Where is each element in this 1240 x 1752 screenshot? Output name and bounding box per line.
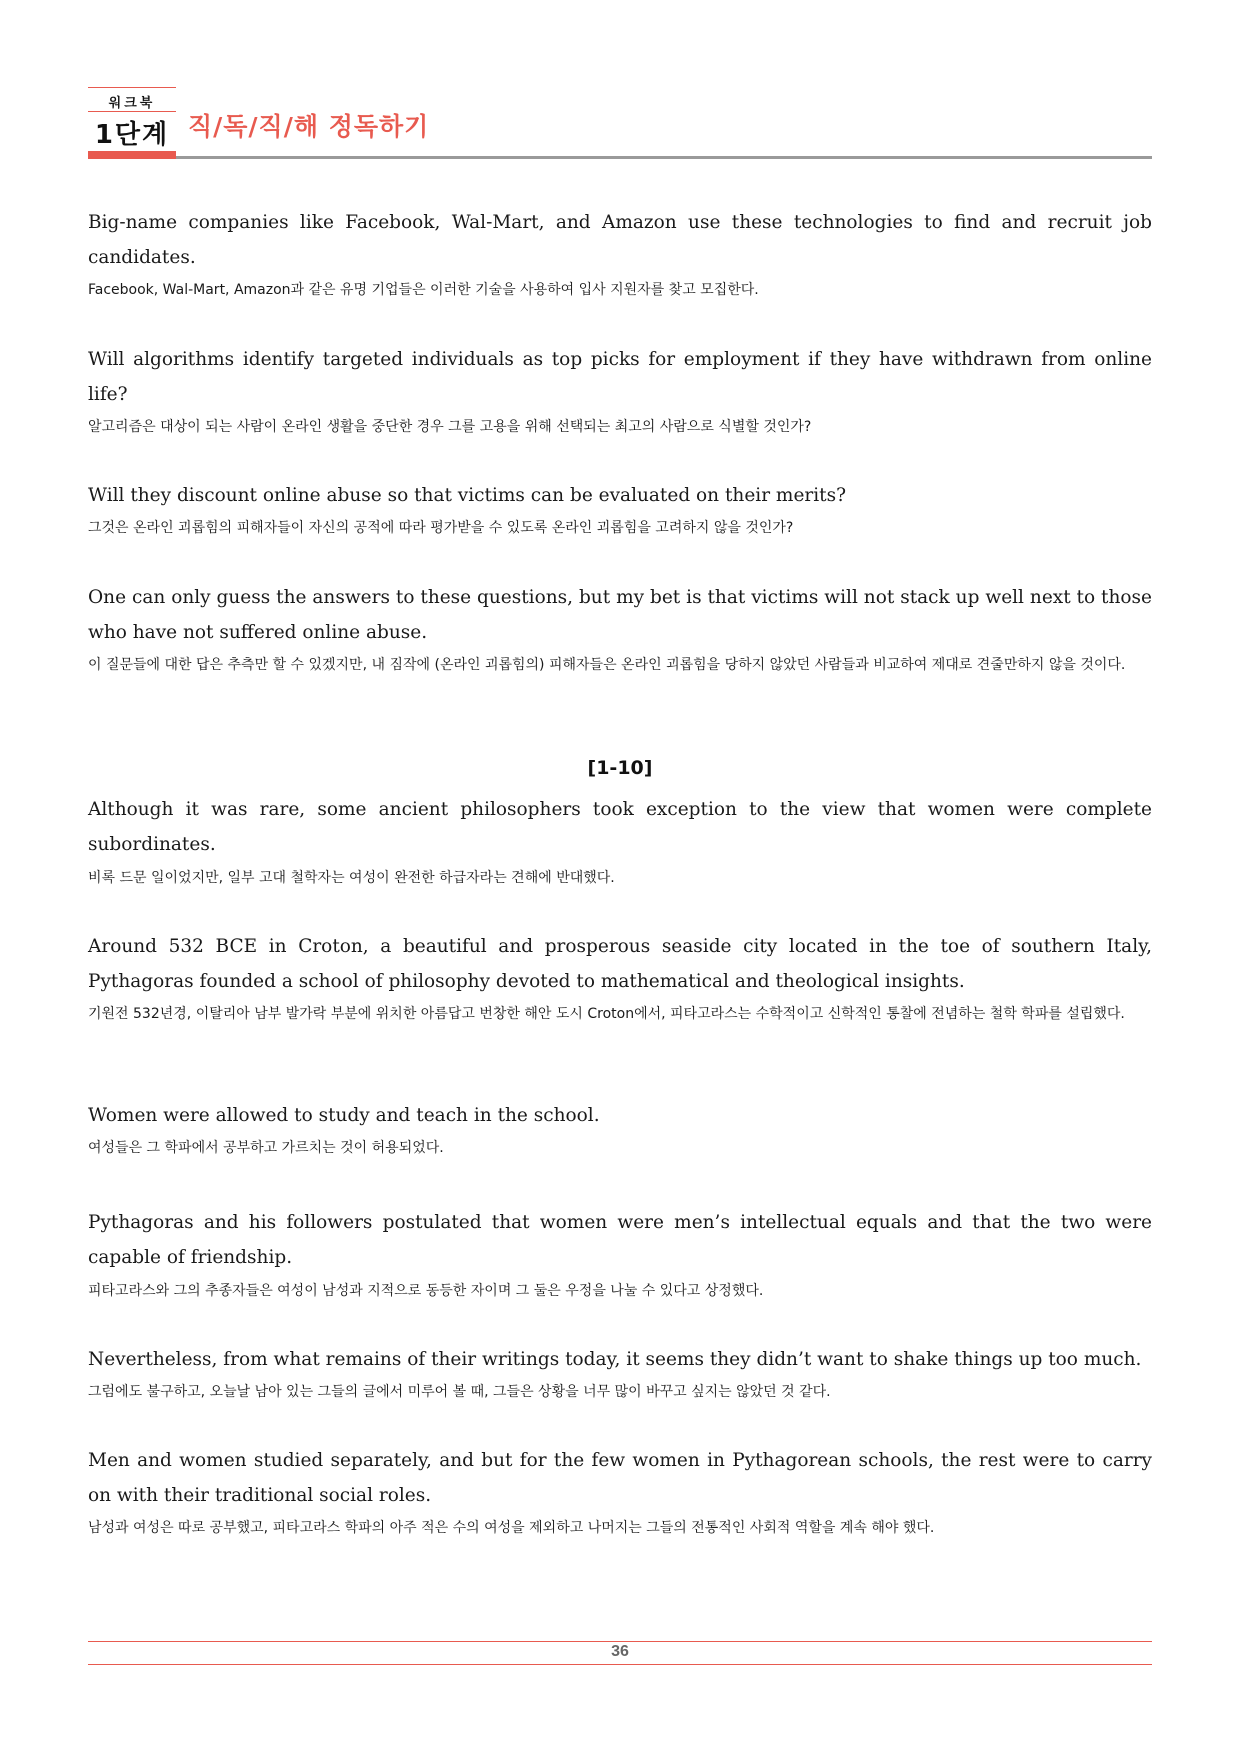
page-number: 36 bbox=[611, 1643, 629, 1660]
english-sentence: Big-name companies like Facebook, Wal-Mart, and Amazon use these technologies to find and recruit job candidates. bbox=[88, 212, 1152, 268]
footer-bottom-rule bbox=[88, 1664, 1152, 1665]
header-accent-bar bbox=[88, 151, 176, 159]
footer-top-rule bbox=[88, 1641, 1152, 1642]
english-sentence: Women were allowed to study and teach in the school. bbox=[88, 1105, 600, 1126]
workbook-label: 워크북 bbox=[108, 96, 156, 111]
english-sentence: Men and women studied separately, and but for the few women in Pythagorean schools, the rest were to carry on with their traditional social roles. bbox=[88, 1450, 1152, 1506]
korean-translation: 피타고라스와 그의 추종자들은 여성이 남성과 지적으로 동등한 자이며 그 둘은 우정을 나눌 수 있다고 상정했다. bbox=[88, 1283, 764, 1299]
header-mid-rule bbox=[88, 111, 176, 112]
english-sentence: Around 532 BCE in Croton, a beautiful and prosperous seaside city located in the toe of southern Italy, Pythagoras founded a school of philosophy devoted to mathematical and theological insights. bbox=[88, 936, 1152, 992]
korean-translation: 알고리즘은 대상이 되는 사람이 온라인 생활을 중단한 경우 그를 고용을 위해 선택되는 최고의 사람으로 식별할 것인가? bbox=[88, 419, 812, 435]
korean-translation: 그럼에도 불구하고, 오늘날 남아 있는 그들의 글에서 미루어 볼 때, 그들은 상황을 너무 많이 바꾸고 싶지는 않았던 것 같다. bbox=[88, 1384, 831, 1400]
english-sentence: One can only guess the answers to these questions, but my bet is that victims will not stack up well next to those who have not suffered online abuse. bbox=[88, 587, 1152, 643]
korean-translation: 비록 드문 일이었지만, 일부 고대 철학자는 여성이 완전한 하급자라는 견해에 반대했다. bbox=[88, 870, 615, 886]
page-header bbox=[88, 87, 1152, 163]
korean-translation: 남성과 여성은 따로 공부했고, 피타고라스 학파의 아주 적은 수의 여성을 제외하고 나머지는 그들의 전통적인 사회적 역할을 계속 해야 했다. bbox=[88, 1520, 935, 1536]
english-sentence: Pythagoras and his followers postulated that women were men’s intellectual equals and that the two were capable of friendship. bbox=[88, 1212, 1152, 1268]
korean-translation: 이 질문들에 대한 답은 추측만 할 수 있겠지만, 내 짐작에 (온라인 괴롭힘의) 피해자들은 온라인 괴롭힘을 당하지 않았던 사람들과 비교하여 제대로 견줄만하지 않을 것이다. bbox=[88, 657, 1126, 673]
english-sentence: Nevertheless, from what remains of their writings today, it seems they didn’t want to shake things up too much. bbox=[88, 1349, 1142, 1370]
korean-translation: 여성들은 그 학파에서 공부하고 가르치는 것이 허용되었다. bbox=[88, 1140, 444, 1156]
header-divider bbox=[176, 156, 1152, 159]
english-sentence: Although it was rare, some ancient philosophers took exception to the view that women were complete subordinates. bbox=[88, 799, 1152, 855]
korean-translation: 기원전 532년경, 이탈리아 남부 발가락 부분에 위치한 아름답고 번창한 해안 도시 Croton에서, 피타고라스는 수학적이고 신학적인 통찰에 전념하는 철학 학파를 설립했다. bbox=[88, 1006, 1125, 1022]
section-label: [1-10] bbox=[587, 757, 653, 779]
english-sentence: Will they discount online abuse so that victims can be evaluated on their merits? bbox=[88, 485, 847, 506]
stage-label: 1단계 bbox=[94, 120, 170, 150]
korean-translation: Facebook, Wal-Mart, Amazon과 같은 유명 기업들은 이러한 기술을 사용하여 입사 지원자를 찾고 모집한다. bbox=[88, 282, 759, 298]
english-sentence: Will algorithms identify targeted individuals as top picks for employment if they have withdrawn from online life? bbox=[88, 349, 1152, 405]
korean-translation: 그것은 온라인 괴롭힘의 피해자들이 자신의 공적에 따라 평가받을 수 있도록 온라인 괴롭힘을 고려하지 않을 것인가? bbox=[88, 520, 794, 536]
page-title: 직/독/직/해 정독하기 bbox=[188, 112, 430, 141]
header-top-rule bbox=[88, 87, 176, 88]
